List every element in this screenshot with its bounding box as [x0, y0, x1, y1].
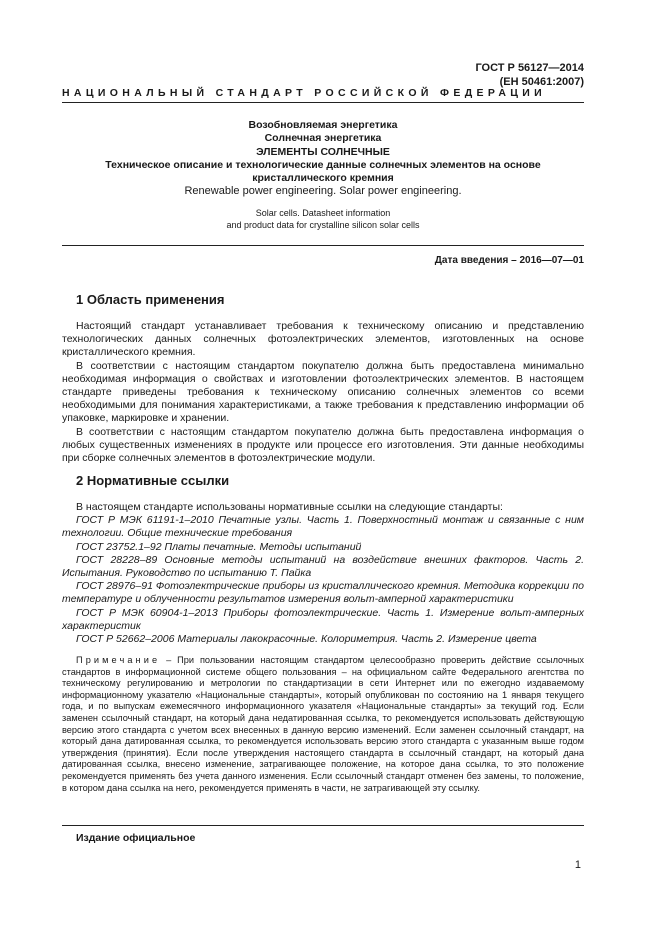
- section-2-intro: В настоящем стандарте использованы нормативные ссылки на следующие стандарты:: [76, 501, 503, 513]
- title-block: [62, 119, 584, 198]
- title-english-3: and product data for crystalline silicon solar cells: [226, 220, 420, 230]
- normative-reference: ГОСТ Р МЭК 61191-1–2010 Печатные узлы. Часть 1. Поверхностный монтаж и связанные с ним технологии. Общие технические требования: [62, 514, 584, 540]
- official-edition-label: Издание официальное: [76, 832, 196, 844]
- document-code: [475, 61, 584, 89]
- normative-reference: ГОСТ Р 52662–2006 Материалы лакокрасочные. Колориметрия. Часть 2. Измерение цвета: [76, 633, 537, 646]
- note-paragraph: [62, 655, 584, 794]
- introduction-date: Дата введения – 2016—07—01: [434, 255, 584, 266]
- national-standard-banner: НАЦИОНАЛЬНЫЙ СТАНДАРТ РОССИЙСКОЙ ФЕДЕРАЦИИ: [62, 87, 547, 99]
- title-divider: [62, 245, 584, 246]
- normative-reference: ГОСТ 23752.1–92 Платы печатные. Методы испытаний: [76, 540, 362, 553]
- section-2-heading: 2 Нормативные ссылки: [76, 473, 230, 488]
- section-1-paragraph: В соответствии с настоящим стандартом покупателю должна быть предоставлена информация о любых существенных изменениях в продукте или процессе его изготовления. Эти данные необходимы при сборке солнечных элементов в фотоэлектрические модули.: [62, 425, 584, 465]
- section-1-body: [62, 320, 584, 465]
- gost-code: ГОСТ Р 56127—2014: [475, 62, 584, 74]
- section-2-body: [62, 501, 584, 646]
- footer-divider: [62, 825, 584, 826]
- note-text: – При пользовании настоящим стандартом целесообразно проверить действие ссылочных стандартов в информационной системе общего пользования – на официальном сайте Федерального агентства по техническому регулированию и метрологии по стандартизации в сети Интернет или по ежегодно издаваемому информационному указателю «Национальные стандарты», который опубликован по состоянию на 1 января текущего года, и по выпускам ежемесячного информационного указателя «Национальные стандарты» за текущий год. Если заменен ссылочный стандарт, на который дана недатированная ссылка, то рекомендуется использовать действующую версию этого стандарта с учетом всех внесенных в данную версию изменений. Если заменен ссылочный стандарт, на который дана датированная ссылка, то рекомендуется использовать версию этого стандарта с указанным выше годом утверждения (принятия). Если после утверждения настоящего стандарта в ссылочный стандарт, на который дана датированная ссылка, внесено изменение, затрагивающее положение, на которое дана ссылка, то это положение рекомендуется применять без учета данного изменения. Если ссылочный стандарт отменен без замены, то положение, в котором дана ссылка на него, рекомендуется применять в части, не затрагивающей эту ссылку.: [62, 655, 584, 793]
- normative-reference: ГОСТ 28228–89 Основные методы испытаний на воздействие внешних факторов. Часть 2. Испытания. Руководство по испытанию Т. Пайка: [62, 553, 584, 580]
- normative-reference: ГОСТ Р МЭК 60904-1–2013 Приборы фотоэлектрические. Часть 1. Измерение вольт-амперных характеристик: [62, 606, 584, 632]
- title-line-2: Солнечная энергетика: [264, 132, 382, 145]
- title-english-2: Solar cells. Datasheet information: [255, 208, 391, 218]
- en-code: (EH 50461:2007): [499, 76, 584, 88]
- title-line-4: Техническое описание и технологические данные солнечных элементов на основе: [105, 158, 541, 171]
- page-number: 1: [574, 859, 581, 871]
- title-line-1: Возобновляемая энергетика: [248, 119, 398, 131]
- title-english-1: Renewable power engineering. Solar power engineering.: [184, 185, 462, 198]
- normative-reference: ГОСТ 28976–91 Фотоэлектрические приборы из кристаллического кремния. Методика коррекции по температуре и облученности результатов измерения вольт-амперной характеристики: [62, 580, 584, 606]
- section-1-heading: 1 Область применения: [76, 292, 225, 307]
- title-line-5: кристаллического кремния: [252, 172, 394, 185]
- title-line-3: ЭЛЕМЕНТЫ СОЛНЕЧНЫЕ: [256, 145, 390, 158]
- section-1-paragraph: Настоящий стандарт устанавливает требования к техническому описанию и представлению технологических данных солнечных фотоэлектрических элементов, изготовленных на основе кристаллического кремния.: [62, 320, 584, 359]
- section-1-paragraph: В соответствии с настоящим стандартом покупателю должна быть предоставлена минимально необходимая информация о свойствах и изготовлении фотоэлектрических элементов. В настоящем стандарте приведены требования к техническому описанию солнечных элементов со всеми необходимыми для понимания характеристиками, а также требования к представлению информации об упаковке, маркировке и хранении.: [62, 359, 584, 425]
- note-block: [62, 655, 584, 794]
- title-english-sub: [62, 207, 584, 231]
- note-label: Примечание: [76, 655, 161, 665]
- header-divider: [62, 102, 584, 103]
